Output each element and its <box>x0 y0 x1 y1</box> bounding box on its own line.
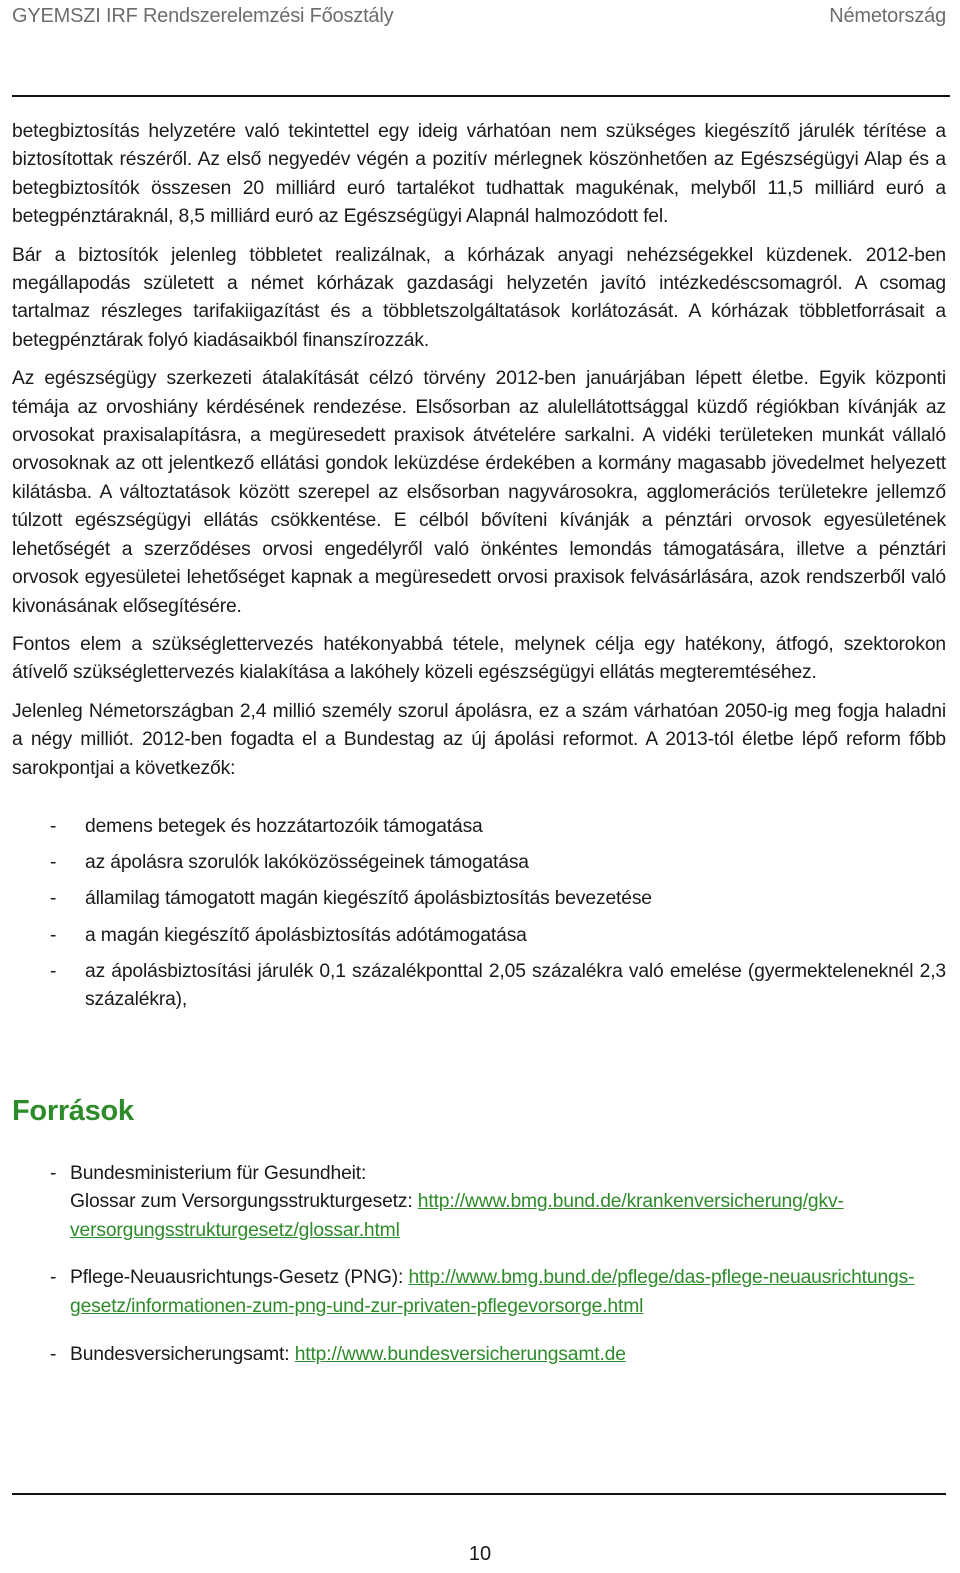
list-item <box>12 849 946 877</box>
bullet-dash: - <box>50 852 57 874</box>
source-label: Glossar zum Versorgungsstrukturgesetz: <box>70 1191 418 1213</box>
bullet-dash: - <box>50 1343 57 1365</box>
source-label: Bundesversicherungsamt: <box>70 1343 295 1365</box>
page-header <box>12 0 946 32</box>
bullet-dash: - <box>50 960 57 982</box>
header-country: Németország <box>829 4 946 27</box>
header-org-title: GYEMSZI IRF Rendszerelemzési Főosztály <box>12 4 394 27</box>
bullet-dash: - <box>50 815 57 837</box>
source-link[interactable]: http://www.bmg.bund.de/krankenversicherung/gkv-versorgungsstrukturgesetz/glossar.html <box>70 1191 844 1241</box>
bullet-dash: - <box>50 1162 57 1184</box>
list-item-text: az ápolásbiztosítási járulék 0,1 százalékponttal 2,05 százalékra való emelése (gyermekteleneknél 2,3 százalékra), <box>85 960 946 1011</box>
sources-list <box>12 1160 946 1370</box>
list-item-text: az ápolásra szorulók lakóközösségeinek támogatása <box>85 852 529 874</box>
source-link[interactable]: http://www.bmg.bund.de/pflege/das-pflege-neuausrichtungs-gesetz/informationen-zum-png-und-zur-privaten-pflegevorsorge.html <box>70 1267 915 1317</box>
source-item <box>12 1341 946 1370</box>
source-link[interactable]: http://www.bundesversicherungsamt.de <box>294 1343 626 1365</box>
document-body <box>12 118 946 1388</box>
page-number: 10 <box>468 1543 492 1565</box>
paragraph-5: Jelenleg Németországban 2,4 millió személy szorul ápolásra, ez a szám várhatóan 2050-ig meg fogja haladni a négy milliót. 2012-ben fogadta el a Bundestag az új ápolási reformot. A 2013-tól életbe lépő reform főbb sarokpontjai a következők: <box>12 700 946 779</box>
list-item <box>12 813 946 841</box>
bullet-dash: - <box>50 888 57 910</box>
reform-list <box>12 813 946 1015</box>
list-item <box>12 958 946 1015</box>
paragraph-2: Bár a biztosítók jelenleg többletet realizálnak, a kórházak anyagi nehézségekkel küzdenek. 2012-ben megállapodás született a német kórházak gazdasági helyzetén javító intézkedéscsomagról. A csomag tartalmaz részleges tarifakiigazítást és a többletszolgáltatások korlátozását. A kórházak többletforrásait a betegpénztárak folyó kiadásaikból finanszírozzák. <box>12 244 946 351</box>
source-publisher: Bundesministerium für Gesundheit: <box>70 1162 367 1184</box>
bullet-dash: - <box>50 924 57 946</box>
paragraph-4: Fontos elem a szükséglettervezés hatékonyabbá tétele, melynek célja egy hatékony, átfogó, szektorokon átívelő szükséglettervezés kialakítása a lakóhely közeli egészségügyi ellátás megteremtéséhez. <box>12 633 946 684</box>
list-item <box>12 922 946 950</box>
list-item-text: államilag támogatott magán kiegészítő ápolásbiztosítás bevezetése <box>85 888 652 910</box>
bullet-dash: - <box>50 1267 57 1289</box>
source-item <box>12 1264 946 1321</box>
list-item <box>12 885 946 913</box>
footer-divider <box>12 1493 946 1495</box>
list-item-text: a magán kiegészítő ápolásbiztosítás adótámogatása <box>85 924 527 946</box>
paragraph-1: betegbiztosítás helyzetére való tekintettel egy ideig várhatóan nem szükséges kiegészítő járulék térítése a biztosítottak részéről. Az első negyedév végén a pozitív mérlegnek köszönhetően az Egészségügyi Alap és a betegbiztosítók összesen 20 milliárd euró tartalékot tudhattak magukénak, melyből 11,5 milliárd euró a betegpénztáraknál, 8,5 milliárd euró az Egészségügyi Alapnál halmozódott fel. <box>12 121 946 228</box>
header-divider <box>12 95 950 97</box>
list-item-text: demens betegek és hozzátartozóik támogatása <box>85 815 483 837</box>
sources-heading: Források <box>12 1094 134 1127</box>
paragraph-3: Az egészségügy szerkezeti átalakítását célzó törvény 2012-ben januárjában lépett életbe. Egyik központi témája az orvoshiány kérdésének rendezése. Elsősorban az alulellátottsággal küzdő régiókban kívánják az orvosokat praxisalapításra, a megüresedett praxisok átvételére sarkalni. A vidéki területeken munkát vállaló orvosoknak az ott jelentkező ellátási gondok leküzdése érdekében a kormány magasabb jövedelmet helyezett kilátásba. A változtatások között szerepel az elsősorban nagyvárosokra, agglomerációs területekre jellemző túlzott egészségügyi ellátás csökkentése. E célból bővíteni kívánják a pénztári orvosok egyesületének lehetőségét a szerződéses orvosi engedélyről való önkéntes lemondás támogatására, illetve a pénztári orvosok egyesületei lehetőséget kapnak a megüresedett orvosi praxisok felvásárlására, azok rendszerből való kivonásának elősegítésére. <box>12 368 946 617</box>
source-label: Pflege-Neuausrichtungs-Gesetz (PNG): <box>70 1267 409 1289</box>
source-item <box>12 1160 946 1246</box>
